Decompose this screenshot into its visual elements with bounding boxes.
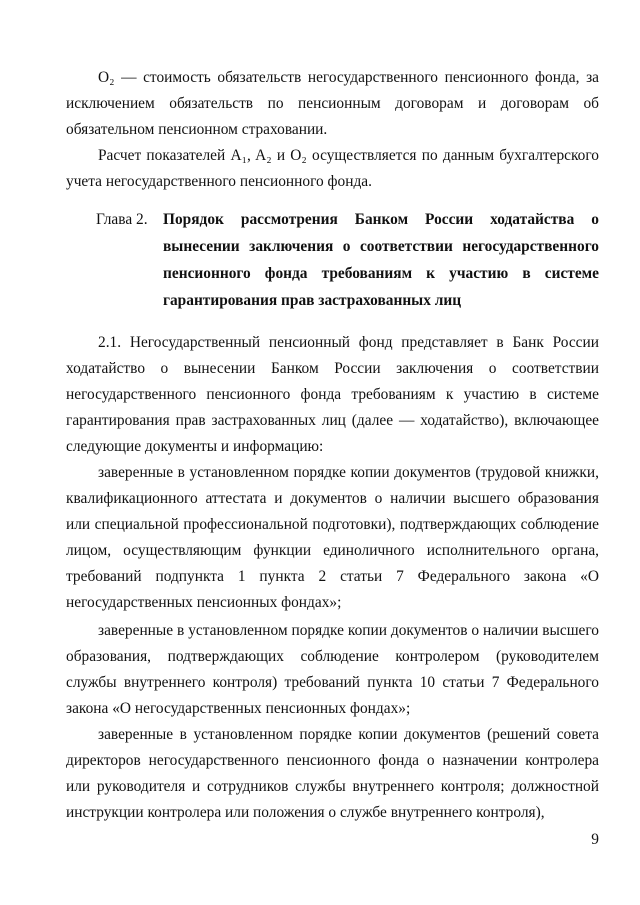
paragraph-indicators-calculation: Расчет показателей A₁, A₂ и O₂ осуществляется по данным бухгалтерского учета негосударственного пенсионного фонда. <box>66 147 599 190</box>
page-number: 9 <box>591 831 599 848</box>
paragraph-item-executive-documents: заверенные в установленном порядке копии документов (трудовой книжки, квалификационного аттестата и документов о наличии высшего образования или специальной профессиональной подготовки), подтверждающих соблюдение лицом, осуществляющим функции единоличного исполнительного органа, требований подпункта 1 пункта 2 статьи 7 Федерального закона «О негосударственных пенсионных фондах»; <box>66 464 599 611</box>
chapter-title: Порядок рассмотрения Банком России ходатайства о вынесении заключения о соответствии негосударственного пенсионного фонда требованиям к участию в системе гарантирования прав застрахованных лиц <box>163 211 599 309</box>
paragraph-2-1: 2.1. Негосударственный пенсионный фонд представляет в Банк России ходатайство о вынесении Банком России заключения о соответствии негосударственного пенсионного фонда требованиям к участию в системе гарантирования прав застрахованных лиц (далее — ходатайство), включающее следующие документы и информацию: <box>66 334 599 455</box>
paragraph-o2-definition: O₂ — стоимость обязательств негосударственного пенсионного фонда, за исключением обязательств по пенсионным договорам и договорам об обязательном пенсионном страховании. <box>66 69 599 138</box>
paragraph-item-controller-education: заверенные в установленном порядке копии документов о наличии высшего образования, подтверждающих соблюдение контролером (руководителем службы внутреннего контроля) требований пункта 10 статьи 7 Федерального закона «О негосударственных пенсионных фондах»; <box>66 622 599 717</box>
chapter-heading <box>96 206 599 314</box>
chapter-label: Глава 2. <box>96 211 148 228</box>
paragraph-item-appointment-documents: заверенные в установленном порядке копии документов (решений совета директоров негосударственного пенсионного фонда о назначении контролера или руководителя и сотрудников службы внутреннего контроля; должностной инструкции контролера или положения о службе внутреннего контроля), <box>66 726 599 821</box>
